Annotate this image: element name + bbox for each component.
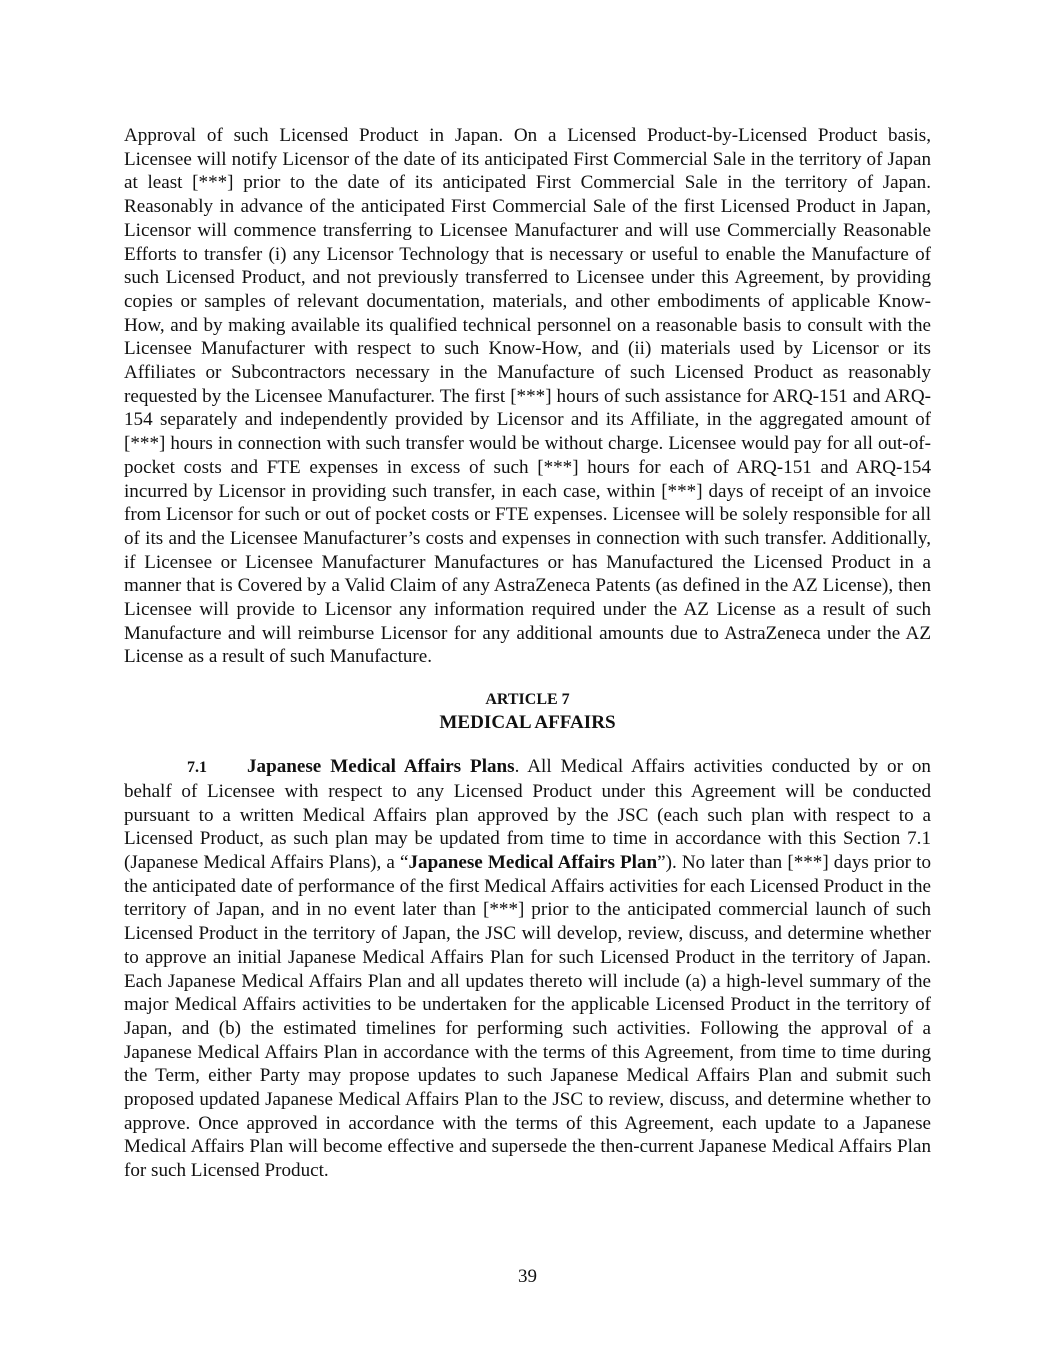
- section-number: 7.1: [187, 759, 207, 777]
- article-number: ARTICLE 7: [485, 691, 570, 709]
- document-page: [124, 124, 931, 1183]
- article-heading: [124, 689, 931, 735]
- section-title: Japanese Medical Affairs Plans: [247, 756, 515, 778]
- section-7-1-paragraph: [124, 755, 931, 1183]
- article-title: MEDICAL AFFAIRS: [439, 712, 616, 734]
- page-number: 39: [518, 1266, 537, 1287]
- section-text-part-a: . All Medical Affairs activities conducted by or on behalf of Licensee with respect to any Licensed Product under this Agreement will be conducted pursuant to a written Medical Affairs plan approved by the JSC (each such plan with respect to a Licensed Product, as such plan may be updated from time to time in accordance with this Section 7.1 (Japanese Medical Affairs Plans), a “: [124, 756, 931, 873]
- defined-term: Japanese Medical Affairs Plan: [408, 851, 658, 873]
- section-text-part-b: ”). No later than [***] days prior to the anticipated date of performance of the first Medical Affairs activities for each Licensed Product in the territory of Japan, and in no event later than [***] prior to the anticipated commercial launch of such Licensed Product in the territory of Japan, the JSC will develop, review, discuss, and determine whether to approve an initial Japanese Medical Affairs Plan for such Licensed Product in the territory of Japan. Each Japanese Medical Affairs Plan and all updates thereto will include (a) a high-level summary of the major Medical Affairs activities to be undertaken for the applicable Licensed Product in the territory of Japan, and (b) the estimated timelines for performing such activities. Following the approval of a Japanese Medical Affairs Plan in accordance with the terms of this Agreement, from time to time during the Term, either Party may propose updates to such Japanese Medical Affairs Plan and submit such proposed updated Japanese Medical Affairs Plan to the JSC to review, discuss, and determine whether to approve. Once approved in accordance with the terms of this Agreement, each update to a Japanese Medical Affairs Plan will become effective and supersede the then-current Japanese Medical Affairs Plan for such Licensed Product.: [124, 851, 931, 1182]
- continuation-paragraph: Approval of such Licensed Product in Japan. On a Licensed Product-by-Licensed Product basis, Licensee will notify Licensor of the date of its anticipated First Commercial Sale in the territory of Japan at least [***] prior to the date of its anticipated First Commercial Sale in the territory of Japan. Reasonably in advance of the anticipated First Commercial Sale of the first Licensed Product in Japan, Licensor will commence transferring to Licensee Manufacturer and will use Commercially Reasonable Efforts to transfer (i) any Licensor Technology that is necessary or useful to enable the Manufacture of such Licensed Product, and not previously transferred to Licensee under this Agreement, by providing copies or samples of relevant documentation, materials, and other embodiments of applicable Know-How, and by making available its qualified technical personnel on a reasonable basis to consult with the Licensee Manufacturer with respect to such Know-How, and (ii) materials used by Licensor or its Affiliates or Subcontractors necessary in the Manufacture of such Licensed Product as reasonably requested by the Licensee Manufacturer. The first [***] hours of such assistance for ARQ-151 and ARQ-154 separately and independently provided by Licensor and its Affiliate, in the aggregated amount of [***] hours in connection with such transfer would be without charge. Licensee would pay for all out-of-pocket costs and FTE expenses in excess of such [***] hours for each of ARQ-151 and ARQ-154 incurred by Licensor in providing such transfer, in each case, within [***] days of receipt of an invoice from Licensor for such or out of pocket costs or FTE expenses. Licensee will be solely responsible for all of its and the Licensee Manufacturer’s costs and expenses in connection with such transfer. Additionally, if Licensee or Licensee Manufacturer Manufactures or has Manufactured the Licensed Product in a manner that is Covered by a Valid Claim of any AstraZeneca Patents (as defined in the AZ License), then Licensee will provide to Licensor any information required under the AZ License as a result of such Manufacture and will reimburse Licensor for any additional amounts due to AstraZeneca under the AZ License as a result of such Manufacture.: [124, 125, 931, 668]
